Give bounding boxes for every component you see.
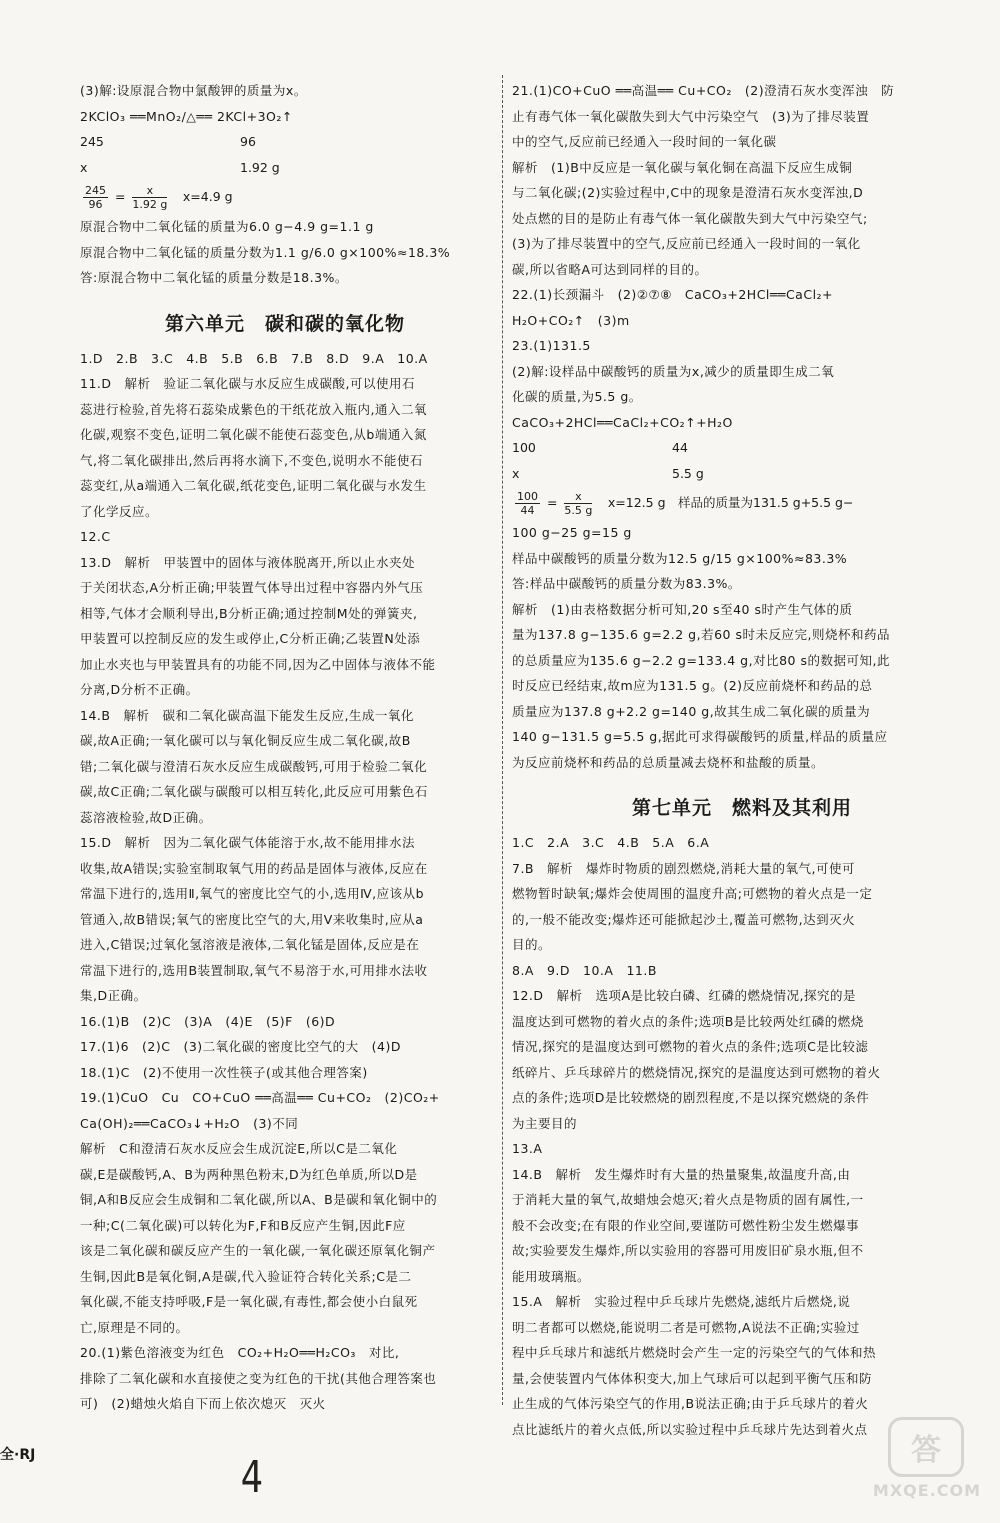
denominator: 1.92 g xyxy=(132,198,168,211)
text-line: 23.(1)131.5 xyxy=(512,338,591,353)
watermark-text: MXQE.COM xyxy=(872,1481,982,1500)
denominator: 44 xyxy=(520,504,535,517)
column-divider xyxy=(502,75,503,1405)
text-line: 与二氧化碳;(2)实验过程中,C中的现象是澄清石灰水变浑浊,D xyxy=(512,185,864,200)
text-line: 能用玻璃瓶。 xyxy=(512,1268,591,1284)
calc-row xyxy=(512,461,972,487)
text-line: 止有毒气体一氧化碳散失到大气中污染空气 (3)为了排尽装置 xyxy=(512,108,870,124)
text-line: 于消耗大量的氧气,故蜡烛会熄灭;着火点是物质的固有属性,一 xyxy=(512,1192,864,1207)
denominator: 96 xyxy=(88,198,103,211)
watermark xyxy=(868,1417,986,1509)
calc-row xyxy=(80,129,490,155)
text-line: 质量应为137.8 g+2.2 g=140 g,故其生成二氧化碳的质量为 xyxy=(512,703,871,719)
text-line: 于关闭状态,A分析正确;甲装置气体导出过程中容器内外气压 xyxy=(80,580,424,595)
text-line: 碳,故A正确;一氧化碳可以与氧化铜反应生成二氧化碳,故B xyxy=(80,733,411,748)
fraction xyxy=(564,490,592,517)
text-line: (3)解:设原混合物中氯酸钾的质量为x。 xyxy=(80,83,307,98)
denominator: 5.5 g xyxy=(564,504,593,517)
text-line: 答:原混合物中二氧化锰的质量分数是18.3%。 xyxy=(80,270,348,285)
text-line: 样品中碳酸钙的质量分数为12.5 g/15 g×100%≈83.3% xyxy=(512,550,848,566)
calc-left: 245 xyxy=(80,134,104,149)
text-line: 化碳的质量,为5.5 g。 xyxy=(512,389,642,404)
text-line: 14.B 解析 碳和二氧化碳高温下能发生反应,生成一氧化 xyxy=(80,707,414,723)
text-line: 点的条件;选项D是比较燃烧的剧烈程度,不是以探究燃烧的条件 xyxy=(512,1090,870,1105)
text-line: 21.(1)CO+CuO ══高温══ Cu+CO₂ (2)澄清石灰水变浑浊 防 xyxy=(512,83,895,98)
text-line: 1.C 2.A 3.C 4.B 5.A 6.A xyxy=(512,835,710,850)
calc-right: 1.92 g xyxy=(240,159,280,175)
text-line: 程中乒乓球片和滤纸片燃烧时会产生一定的污染空气的气体和热 xyxy=(512,1345,877,1360)
text-line: 20.(1)紫色溶液变为红色 CO₂+H₂O══H₂CO₃ 对比, xyxy=(80,1345,400,1360)
text-line: 15.A 解析 实验过程中乒乓球片先燃烧,滤纸片后燃烧,说 xyxy=(512,1294,851,1309)
equation-result: x=12.5 g 样品的质量为131.5 g+5.5 g− xyxy=(595,495,854,510)
text-line: 氧化碳,不能支持呼吸,F是一氧化碳,有毒性,都会使小白鼠死 xyxy=(80,1294,418,1309)
text-line: 7.B 解析 爆炸时物质的剧烈燃烧,消耗大量的氧气,可使可 xyxy=(512,860,855,876)
calc-right: 96 xyxy=(240,134,256,149)
text-line: (3)为了排尽装置中的空气,反应前已经通入一段时间的一氧化 xyxy=(512,236,861,251)
text-line: 解析 C和澄清石灰水反应会生成沉淀E,所以C是二氧化 xyxy=(80,1141,398,1156)
text-line: 17.(1)6 (2)C (3)二氧化碳的密度比空气的大 (4)D xyxy=(80,1039,402,1054)
text-line: 燃物暂时缺氧;爆炸会使周围的温度升高;可燃物的着火点是一定 xyxy=(512,886,873,901)
text-line: 时反应已经结束,故m应为131.5 g。(2)反应前烧杯和药品的总 xyxy=(512,678,873,693)
text-line: 甲装置可以控制反应的发生或停止,C分析正确;乙装置N处添 xyxy=(80,631,421,646)
text-line: 加止水夹也与甲装置具有的功能不同,因为乙中固体与液体不能 xyxy=(80,656,436,672)
text-line: 2KClO₃ ══MnO₂/△══ 2KCl+3O₂↑ xyxy=(80,108,293,124)
text-line: 解析 (1)B中反应是一氧化碳与氧化铜在高温下反应生成铜 xyxy=(512,159,853,175)
numerator: 100 xyxy=(517,490,538,503)
text-line: 该是二氧化碳和碳反应产生的一氧化碳,一氧化碳还原氧化铜产 xyxy=(80,1243,436,1258)
text-line: 碳,E是碳酸钙,A、B为两种黑色粉末,D为红色单质,所以D是 xyxy=(80,1166,418,1182)
calc-right: 44 xyxy=(672,440,688,455)
calc-row xyxy=(512,435,972,461)
numerator: x xyxy=(132,184,167,198)
calc-right: 5.5 g xyxy=(672,465,704,481)
unit6-title: 第六单元 碳和碳的氧化物 xyxy=(164,312,405,335)
text-line: 量,会使装置内气体体积变大,加上气球后可以起到平衡气压和防 xyxy=(512,1370,872,1386)
text-line: 蕊溶液检验,故D正确。 xyxy=(80,809,212,825)
text-line: 中的空气,反应前已经通入一段时间的一氧化碳 xyxy=(512,134,777,149)
text-line: 常温下进行的,选用Ⅱ,氧气的密度比空气的小,选用Ⅳ,应该从b xyxy=(80,886,425,901)
text-line: 答:样品中碳酸钙的质量分数为83.3%。 xyxy=(512,576,741,591)
text-line: 12.C xyxy=(80,529,111,544)
text-line: 原混合物中二氧化锰的质量为6.0 g−4.9 g=1.1 g xyxy=(80,219,374,234)
text-line: 点比滤纸片的着火点低,所以实验过程中乒乓球片先达到着火点 xyxy=(512,1421,868,1437)
text-line: 量为137.8 g−135.6 g=2.2 g,若60 s时未反应完,则烧杯和药品 xyxy=(512,627,890,642)
text-line: 13.D 解析 甲装置中的固体与液体脱离开,所以止水夹处 xyxy=(80,554,415,570)
text-line: 收集,故A错误;实验室制取氧气用的药品是固体与液体,反应在 xyxy=(80,860,428,876)
text-line: 般不会改变;在有限的作业空间,要谨防可燃性粉尘发生燃爆事 xyxy=(512,1217,860,1233)
text-line: 情况,探究的是温度达到可燃物的着火点的条件;选项C是比较滤 xyxy=(512,1039,869,1054)
text-line: 为主要目的 xyxy=(512,1115,578,1131)
text-line: 常温下进行的,选用B装置制取,氧气不易溶于水,可用排水法收 xyxy=(80,962,428,978)
text-line: 1.D 2.B 3.C 4.B 5.B 6.B 7.B 8.D 9.A 10.A xyxy=(80,350,428,366)
text-line: 140 g−131.5 g=5.5 g,据此可求得碳酸钙的质量,样品的质量应 xyxy=(512,729,888,744)
text-line: 16.(1)B (2)C (3)A (4)E (5)F (6)D xyxy=(80,1013,336,1029)
text-line: 止生成的气体污染空气的作用,B说法正确;由于乒乓球片的着火 xyxy=(512,1396,869,1411)
text-line: 19.(1)CuO Cu CO+CuO ══高温══ Cu+CO₂ (2)CO₂+ xyxy=(80,1090,440,1105)
text-line: (2)解:设样品中碳酸钙的质量为x,减少的质量即生成二氧 xyxy=(512,363,835,379)
text-line: 14.B 解析 发生爆炸时有大量的热量聚集,故温度升高,由 xyxy=(512,1166,851,1182)
text-line: 管通入,故B错误;氧气的密度比空气的大,用Ⅴ来收集时,应从a xyxy=(80,911,424,927)
text-line: CaCO₃+2HCl══CaCl₂+CO₂↑+H₂O xyxy=(512,414,733,430)
text-line: 气,将二氧化碳排出,然后再将水滴下,不变色,说明水不能使石 xyxy=(80,452,423,468)
text-line: 生铜,因此B是氧化铜,A是碳,代入验证符合转化关系;C是二 xyxy=(80,1268,412,1284)
proportion-equation: $\frac{100}{44}$ = $\frac{x}{5.5 g}$ x=12.5 g 样品的质量为131.5 g+5.5 g− xyxy=(512,486,972,520)
calc-left: 100 xyxy=(512,440,536,455)
text-line: 进入,C错误;过氧化氢溶液是液体,二氧化锰是固体,反应是在 xyxy=(80,937,420,952)
watermark-logo: 答 xyxy=(888,1417,964,1477)
text-line: 一种;C(二氧化碳)可以转化为F,F和B反应产生铜,因此F应 xyxy=(80,1217,406,1233)
left-column xyxy=(80,78,490,1417)
text-line: 集,D正确。 xyxy=(80,988,147,1003)
text-line: 碳,所以省略A可达到同样的目的。 xyxy=(512,261,708,277)
proportion-equation: $\frac{245}{96}$ = $\frac{x}{1.92 g}$ x=4.9 g xyxy=(80,180,490,214)
text-line: 温度达到可燃物的着火点的条件;选项B是比较两处红磷的燃烧 xyxy=(512,1013,864,1029)
unit7-title: 第七单元 燃料及其利用 xyxy=(631,797,852,819)
text-line: 8.A 9.D 10.A 11.B xyxy=(512,962,657,978)
text-line: 明二者都可以燃烧,能说明二者是可燃物,A说法不正确;实验过 xyxy=(512,1319,860,1335)
fraction xyxy=(83,184,108,211)
text-line: H₂O+CO₂↑ (3)m xyxy=(512,312,630,328)
fraction xyxy=(515,490,540,517)
text-line: 100 g−25 g=15 g xyxy=(512,525,632,540)
text-line: 了化学反应。 xyxy=(80,503,159,519)
text-line: 的总质量应为135.6 g−2.2 g=133.4 g,对比80 s的数据可知,此 xyxy=(512,652,890,668)
numerator: x xyxy=(564,490,592,504)
text-line: 化碳,观察不变色,证明二氧化碳不能使石蕊变色,从b端通入氮 xyxy=(80,427,427,442)
right-column xyxy=(512,78,972,1442)
text-line: 铜,A和B反应会生成铜和二氧化碳,所以A、B是碳和氧化铜中的 xyxy=(80,1192,438,1207)
fraction xyxy=(132,184,167,211)
text-line: 的,一般不能改变;爆炸还可能掀起沙土,覆盖可燃物,达到灭火 xyxy=(512,911,856,927)
text-line: 可) (2)蜡烛火焰自下而上依次熄灭 灭火 xyxy=(80,1396,326,1411)
numerator: 245 xyxy=(85,184,106,197)
text-line: 故;实验要发生爆炸,所以实验用的容器可用废旧矿泉水瓶,但不 xyxy=(512,1243,864,1258)
handwritten-page-number: 4 xyxy=(240,1452,264,1503)
text-line: Ca(OH)₂══CaCO₃↓+H₂O (3)不同 xyxy=(80,1115,299,1131)
text-line: 为反应前烧杯和药品的总质量减去烧杯和盐酸的质量。 xyxy=(512,754,825,770)
text-line: 错;二氧化碳与澄清石灰水反应生成碳酸钙,可用于检验二氧化 xyxy=(80,758,428,774)
calc-left: x xyxy=(80,159,88,175)
text-line: 原混合物中二氧化锰的质量分数为1.1 g/6.0 g×100%≈18.3% xyxy=(80,244,451,260)
text-line: 相等,气体才会顺利导出,B分析正确;通过控制M处的弹簧夹, xyxy=(80,605,418,621)
text-line: 碳,故C正确;二氧化碳与碳酸可以相互转化,此反应可用紫色石 xyxy=(80,784,428,799)
text-line: 12.D 解析 选项A是比较白磷、红磷的燃烧情况,探究的是 xyxy=(512,988,857,1003)
text-line: 蕊进行检验,首先将石蕊染成紫色的干纸花放入瓶内,通入二氧 xyxy=(80,401,427,417)
text-line: 分离,D分析不正确。 xyxy=(80,682,199,697)
text-line: 13.A xyxy=(512,1141,543,1156)
text-line: 纸碎片、乒乓球碎片的燃烧情况,探究的是温度达到可燃物的着火 xyxy=(512,1064,881,1080)
equation-result: x=4.9 g xyxy=(170,189,233,204)
text-line: 22.(1)长颈漏斗 (2)②⑦⑧ CaCO₃+2HCl══CaCl₂+ xyxy=(512,287,834,302)
page-footer: 全·RJ xyxy=(0,1447,36,1463)
text-line: 排除了二氧化碳和水直接使之变为红色的干扰(其他合理答案也 xyxy=(80,1370,437,1386)
calc-row xyxy=(80,155,490,181)
text-line: 15.D 解析 因为二氧化碳气体能溶于水,故不能用排水法 xyxy=(80,835,415,850)
calc-left: x xyxy=(512,465,520,481)
text-line: 蕊变红,从a端通入二氧化碳,纸花变色,证明二氧化碳与水发生 xyxy=(80,478,427,493)
text-line: 亡,原理是不同的。 xyxy=(80,1319,189,1335)
text-line: 11.D 解析 验证二氧化碳与水反应生成碳酸,可以使用石 xyxy=(80,376,415,391)
text-line: 解析 (1)由表格数据分析可知,20 s至40 s时产生气体的质 xyxy=(512,601,853,617)
text-line: 处点燃的目的是防止有毒气体一氧化碳散失到大气中污染空气; xyxy=(512,210,868,226)
text-line: 目的。 xyxy=(512,937,552,952)
text-line: 18.(1)C (2)不使用一次性筷子(或其他合理答案) xyxy=(80,1064,368,1080)
